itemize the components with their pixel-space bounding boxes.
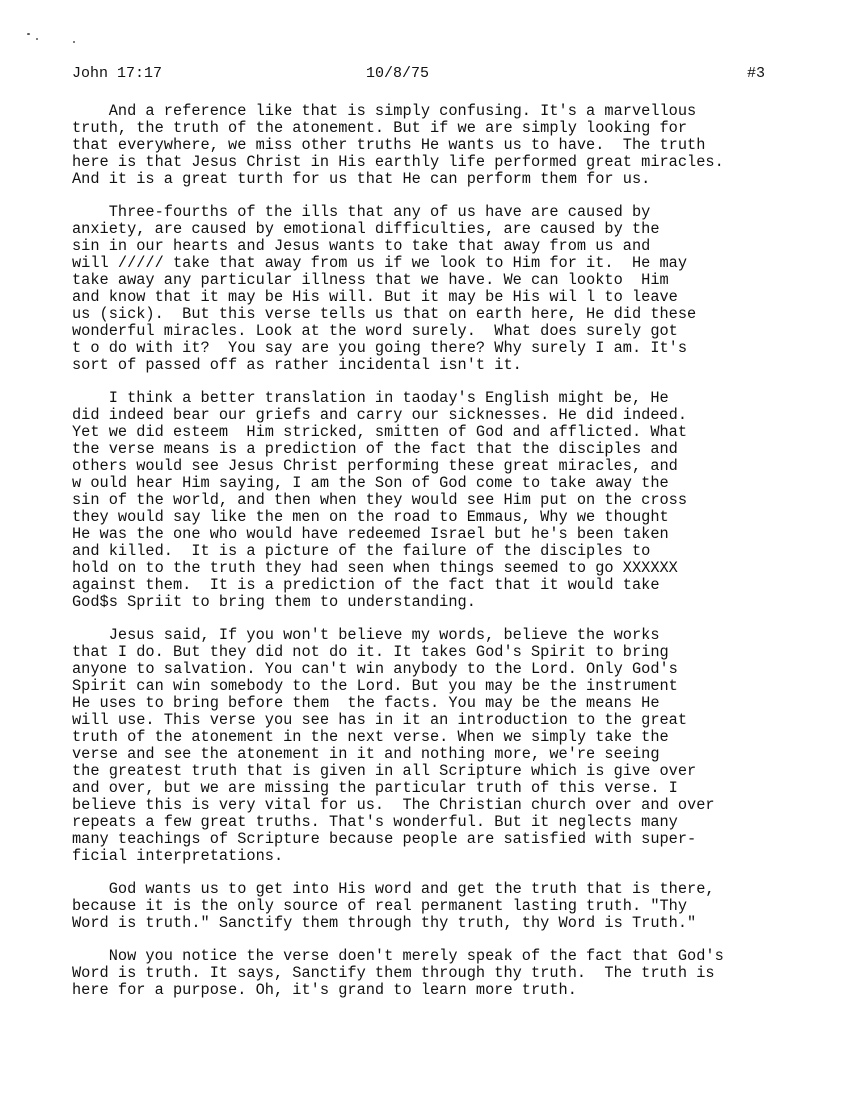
- text-line: hold on to the truth they had seen when things seemed to go XXXXXX: [72, 559, 678, 577]
- text-line: and killed. It is a picture of the failure of the disciples to: [72, 542, 651, 560]
- text-line: anyone to salvation. You can't win anybody to the Lord. Only God's: [72, 660, 678, 678]
- text-line: did indeed bear our griefs and carry our sicknesses. He did indeed.: [72, 406, 688, 424]
- text-line: take away any particular illness that we have. We can lookto Him: [72, 271, 669, 289]
- scan-speck: [36, 38, 38, 40]
- text-line: God$s Spriit to bring them to understanding.: [72, 593, 476, 611]
- text-line: because it is the only source of real permanent lasting truth. "Thy: [72, 897, 688, 915]
- text-line: anxiety, are caused by emotional difficulties, are caused by the: [72, 220, 660, 238]
- text-line: and over, but we are missing the particular truth of this verse. I: [72, 779, 678, 797]
- text-line: that everywhere, we miss other truths He wants us to have. The truth: [72, 136, 706, 154]
- paragraph: [72, 103, 812, 188]
- text-line: against them. It is a prediction of the fact that it would take: [72, 576, 660, 594]
- page-number: #3: [746, 65, 765, 82]
- text-line: Jesus said, If you won't believe my words, believe the works: [72, 626, 660, 644]
- text-line: here for a purpose. Oh, it's grand to learn more truth.: [72, 981, 577, 999]
- text-line: will use. This verse you see has in it an introduction to the great: [72, 711, 688, 729]
- text-line: sort of passed off as rather incidental isn't it.: [72, 356, 522, 374]
- text-line: wonderful miracles. Look at the word surely. What does surely got: [72, 322, 678, 340]
- paragraph: [72, 204, 812, 374]
- text-line: I think a better translation in taoday's English might be, He: [72, 389, 669, 407]
- text-line: Word is truth." Sanctify them through thy truth, thy Word is Truth.": [72, 914, 697, 932]
- text-line: others would see Jesus Christ performing these great miracles, and: [72, 457, 678, 475]
- text-line: He uses to bring before them the facts. You may be the means He: [72, 694, 660, 712]
- text-line: Spirit can win somebody to the Lord. But you may be the instrument: [72, 677, 678, 695]
- paragraph: [72, 390, 812, 611]
- text-line: truth, the truth of the atonement. But if we are simply looking for: [72, 119, 688, 137]
- text-line: Yet we did esteem Him stricked, smitten of God and afflicted. What: [72, 423, 688, 441]
- text-line: that I do. But they did not do it. It takes God's Spirit to bring: [72, 643, 669, 661]
- scan-speck: [27, 33, 30, 35]
- text-line: believe this is very vital for us. The Christian church over and over: [72, 796, 715, 814]
- text-line: and know that it may be His will. But it may be His wil l to leave: [72, 288, 678, 306]
- paragraph: [72, 948, 812, 999]
- text-line: sin of the world, and then when they would see Him put on the cross: [72, 491, 688, 509]
- text-line: the greatest truth that is given in all Scripture which is give over: [72, 762, 697, 780]
- text-line: repeats a few great truths. That's wonderful. But it neglects many: [72, 813, 678, 831]
- scan-speck: [73, 41, 75, 43]
- text-line: Word is truth. It says, Sanctify them through thy truth. The truth is: [72, 964, 715, 982]
- text-line: God wants us to get into His word and get the truth that is there,: [72, 880, 715, 898]
- text-line: many teachings of Scripture because people are satisfied with super-: [72, 830, 697, 848]
- paragraph: [72, 881, 812, 932]
- text-line: truth of the atonement in the next verse. When we simply take the: [72, 728, 669, 746]
- paragraph: [72, 627, 812, 865]
- text-line: t o do with it? You say are you going there? Why surely I am. It's: [72, 339, 688, 357]
- sermon-date: 10/8/75: [366, 65, 430, 82]
- text-line: Three-fourths of the ills that any of us have are caused by: [72, 203, 651, 221]
- text-line: w ould hear Him saying, I am the Son of God come to take away the: [72, 474, 669, 492]
- sermon-body: [72, 103, 812, 1015]
- text-line: And it is a great turth for us that He can perform them for us.: [72, 170, 651, 188]
- text-line: here is that Jesus Christ in His earthly life performed great miracles.: [72, 153, 724, 171]
- text-line: verse and see the atonement in it and nothing more, we're seeing: [72, 745, 660, 763]
- text-line: the verse means is a prediction of the fact that the disciples and: [72, 440, 678, 458]
- text-line: us (sick). But this verse tells us that on earth here, He did these: [72, 305, 697, 323]
- text-line: He was the one who would have redeemed Israel but he's been taken: [72, 525, 669, 543]
- text-line: sin in our hearts and Jesus wants to take that away from us and: [72, 237, 651, 255]
- text-line: And a reference like that is simply confusing. It's a marvellous: [72, 102, 697, 120]
- text-line: ficial interpretations.: [72, 847, 284, 865]
- scripture-reference: John 17:17: [72, 65, 163, 82]
- text-line: will ///// take that away from us if we look to Him for it. He may: [72, 254, 688, 272]
- page-header: [72, 65, 791, 85]
- text-line: Now you notice the verse doen't merely speak of the fact that God's: [72, 947, 724, 965]
- text-line: they would say like the men on the road to Emmaus, Why we thought: [72, 508, 669, 526]
